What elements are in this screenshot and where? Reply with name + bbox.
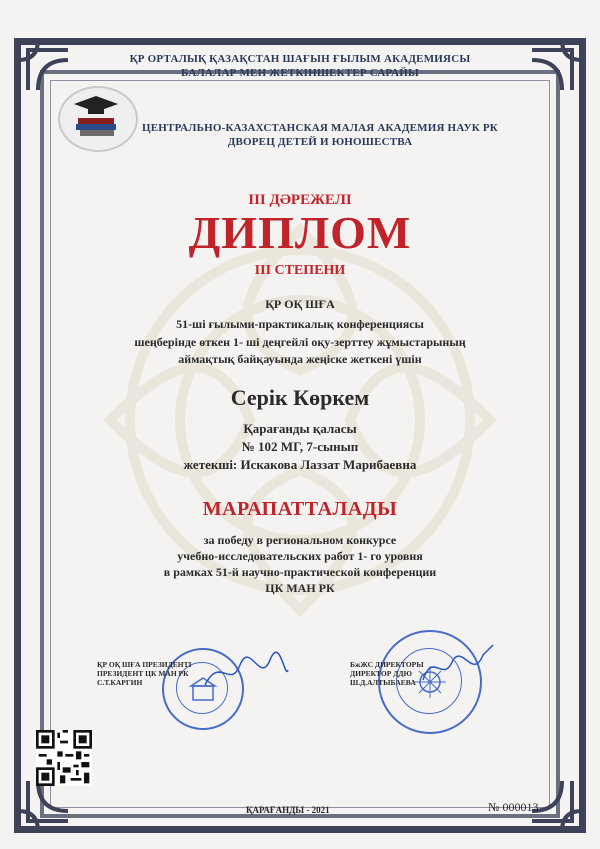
award-ru-line1: за победу в региональном конкурсе — [203, 533, 397, 547]
awarded-label: МАРАПАТТАЛАДЫ — [202, 498, 398, 520]
right-signer-title-ru: ДИРЕКТОР ДДЮ — [350, 669, 412, 678]
diploma-number: № 000013 — [488, 800, 539, 814]
award-kz-line4: аймақтық байқауында жеңіске жеткені үшін — [178, 352, 422, 366]
place-year: ҚАРАҒАНДЫ - 2021 — [246, 805, 330, 815]
award-kz-line2: 51-ші ғылыми-практикалық конференциясы — [176, 317, 424, 331]
org-kz-line2: БАЛАЛАР МЕН ЖЕТКІНШЕКТЕР САРАЙЫ — [181, 67, 419, 79]
corner-knot-icon — [522, 30, 592, 100]
org-ru-line1: ЦЕНТРАЛЬНО-КАЗАХСТАНСКАЯ МАЛАЯ АКАДЕМИЯ НАУК РК — [142, 122, 498, 134]
award-kz-line1: ҚР ОҚ ШҒА — [265, 297, 335, 311]
left-signer-title-kz: ҚР ОҚ ШҒА ПРЕЗИДЕНТІ — [97, 660, 192, 669]
right-signature — [418, 640, 498, 690]
left-signer-name: С.Т.КАРГИН — [97, 678, 143, 687]
org-kz-line1: ҚР ОРТАЛЫҚ ҚАЗАҚСТАН ШАҒЫН ҒЫЛЫМ АКАДЕМИЯСЫ — [129, 53, 471, 65]
award-kz-line3: шеңберінде өткен 1- ші деңгейлі оқу-зерттеу жұмыстарының — [134, 335, 466, 349]
award-ru-line4: ЦК МАН РК — [265, 581, 335, 595]
recipient-school: № 102 МГ, 7-сынып — [241, 439, 359, 454]
recipient-supervisor: жетекші: Искакова Лаззат Марибаевна — [183, 457, 417, 472]
diploma-title: ДИПЛОМ — [188, 207, 412, 258]
degree-ru: ІІІ СТЕПЕНИ — [254, 263, 346, 278]
recipient-name: Серік Көркем — [230, 385, 370, 410]
right-signer-title-kz: БжЖС ДИРЕКТОРЫ — [350, 660, 424, 669]
left-signer-title-ru: ПРЕЗИДЕНТ ЦК МАН РК — [97, 669, 189, 678]
right-signer-name: Ш.Д.АЛТЫБАЕВА — [350, 678, 416, 687]
award-ru-line2: учебно-исследовательских работ 1- го уровня — [177, 549, 423, 563]
left-signature — [200, 650, 290, 695]
org-ru-line2: ДВОРЕЦ ДЕТЕЙ И ЮНОШЕСТВА — [227, 136, 413, 148]
award-ru-line3: в рамках 51-й научно-практической конференции — [163, 565, 437, 579]
recipient-city: Қарағанды қаласы — [243, 421, 357, 436]
qr-code — [36, 730, 92, 786]
degree-kz: ІІІ ДӘРЕЖЕЛІ — [248, 192, 352, 208]
